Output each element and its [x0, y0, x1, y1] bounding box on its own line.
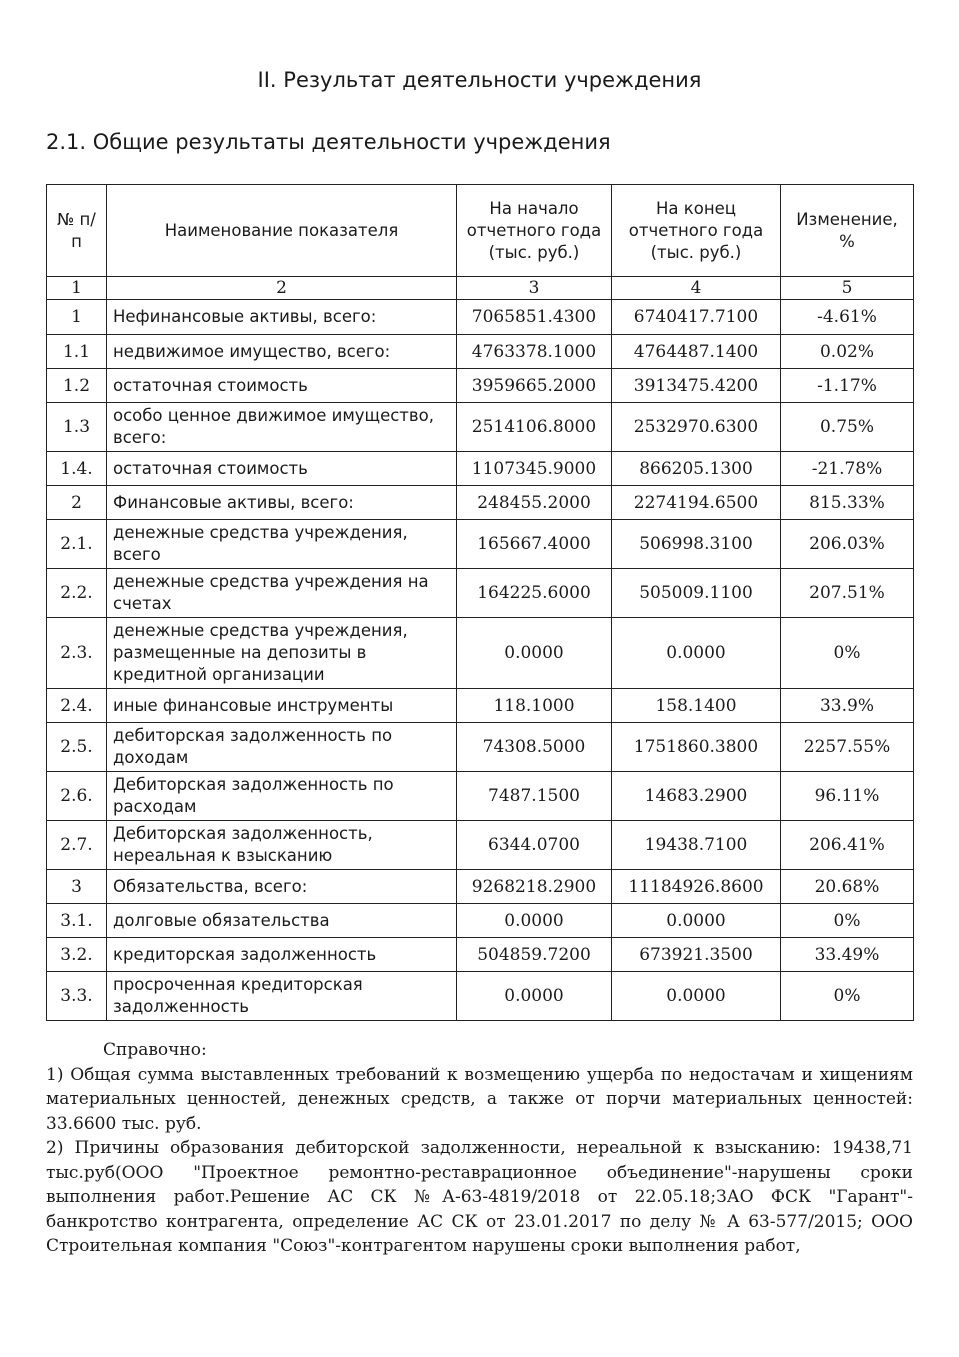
row-start-value: 3959665.2000 [457, 369, 612, 403]
row-number: 2.6. [47, 772, 107, 821]
row-end-value: 2274194.6500 [612, 486, 781, 520]
row-name: Финансовые активы, всего: [107, 486, 457, 520]
row-end-value: 158.1400 [612, 689, 781, 723]
row-end-value: 0.0000 [612, 904, 781, 938]
row-change: 0.75% [781, 403, 914, 452]
row-change: 206.41% [781, 821, 914, 870]
column-number-row [47, 277, 914, 300]
table-row [47, 403, 914, 452]
table-row [47, 938, 914, 972]
row-change: 0% [781, 904, 914, 938]
row-name: остаточная стоимость [107, 452, 457, 486]
row-end-value: 0.0000 [612, 618, 781, 689]
table-row [47, 870, 914, 904]
header-name: Наименование показателя [107, 185, 457, 277]
row-number: 1.4. [47, 452, 107, 486]
column-number: 2 [107, 277, 457, 300]
row-change: 207.51% [781, 569, 914, 618]
row-number: 2.7. [47, 821, 107, 870]
row-name: Дебиторская задолженность по расходам [107, 772, 457, 821]
row-start-value: 0.0000 [457, 618, 612, 689]
row-name: денежные средства учреждения, всего [107, 520, 457, 569]
table-row [47, 520, 914, 569]
row-start-value: 164225.6000 [457, 569, 612, 618]
row-change: 0% [781, 618, 914, 689]
row-change: -4.61% [781, 300, 914, 335]
row-number: 1.1 [47, 335, 107, 369]
row-number: 3.2. [47, 938, 107, 972]
row-change: 206.03% [781, 520, 914, 569]
row-name: Обязательства, всего: [107, 870, 457, 904]
row-start-value: 118.1000 [457, 689, 612, 723]
row-end-value: 4764487.1400 [612, 335, 781, 369]
row-end-value: 3913475.4200 [612, 369, 781, 403]
table-row [47, 689, 914, 723]
row-end-value: 506998.3100 [612, 520, 781, 569]
header-start: На начало отчетного года (тыс. руб.) [457, 185, 612, 277]
row-name: Дебиторская задолженность, нереальная к взысканию [107, 821, 457, 870]
row-start-value: 9268218.2900 [457, 870, 612, 904]
row-end-value: 673921.3500 [612, 938, 781, 972]
column-number: 3 [457, 277, 612, 300]
table-row [47, 904, 914, 938]
row-change: 2257.55% [781, 723, 914, 772]
row-end-value: 505009.1100 [612, 569, 781, 618]
section-title: II. Результат деятельности учреждения [257, 68, 702, 92]
table-row [47, 486, 914, 520]
note-item-2: 2) Причины образования дебиторской задолженности, нереальной к взысканию: 19438,71 тыс.руб(ООО "Проектное ремонтно-реставрационное объединение"-нарушены сроки выполнения работ.Решение АС СК №А-63-4819/2018 от 22.05.18;ЗАО ФСК "Гарант"-банкротство контрагента, определение АС СК от 23.01.2017 по делу № А 63-577/2015; ООО Строительная компания "Союз"-контрагентом нарушены сроки выполнения работ, [46, 1138, 913, 1256]
note-item-1: 1) Общая сумма выставленных требований к возмещению ущерба по недостачам и хищениям материальных ценностей, денежных средств, а также от порчи материальных ценностей: 33.6600 тыс. руб. [46, 1064, 913, 1134]
table-row [47, 821, 914, 870]
row-name: денежные средства учреждения на счетах [107, 569, 457, 618]
row-start-value: 165667.4000 [457, 520, 612, 569]
table-row [47, 300, 914, 335]
column-number: 5 [781, 277, 914, 300]
column-number: 4 [612, 277, 781, 300]
row-number: 3.3. [47, 972, 107, 1021]
row-number: 2.2. [47, 569, 107, 618]
header-change: Изменение, % [781, 185, 914, 277]
row-name: остаточная стоимость [107, 369, 457, 403]
row-number: 1.3 [47, 403, 107, 452]
row-change: 20.68% [781, 870, 914, 904]
row-number: 3.1. [47, 904, 107, 938]
row-number: 2 [47, 486, 107, 520]
row-number: 2.3. [47, 618, 107, 689]
table-row [47, 335, 914, 369]
row-change: 33.9% [781, 689, 914, 723]
row-start-value: 1107345.9000 [457, 452, 612, 486]
row-name: денежные средства учреждения, размещенные на депозиты в кредитной организации [107, 618, 457, 689]
notes-heading: Справочно: [103, 1040, 207, 1060]
row-number: 1.2 [47, 369, 107, 403]
table-row [47, 723, 914, 772]
row-change: 0.02% [781, 335, 914, 369]
row-number: 1 [47, 300, 107, 335]
table-row [47, 972, 914, 1021]
row-name: кредиторская задолженность [107, 938, 457, 972]
table-row [47, 772, 914, 821]
row-start-value: 4763378.1000 [457, 335, 612, 369]
row-end-value: 1751860.3800 [612, 723, 781, 772]
subsection-title: 2.1. Общие результаты деятельности учреждения [46, 130, 611, 154]
row-number: 2.1. [47, 520, 107, 569]
header-number: № п/п [47, 185, 107, 277]
row-end-value: 6740417.7100 [612, 300, 781, 335]
row-number: 3 [47, 870, 107, 904]
row-name: недвижимое имущество, всего: [107, 335, 457, 369]
header-end: На конец отчетного года (тыс. руб.) [612, 185, 781, 277]
row-end-value: 11184926.8600 [612, 870, 781, 904]
table-row [47, 618, 914, 689]
row-start-value: 0.0000 [457, 972, 612, 1021]
row-change: -1.17% [781, 369, 914, 403]
table-row [47, 369, 914, 403]
row-end-value: 0.0000 [612, 972, 781, 1021]
row-start-value: 248455.2000 [457, 486, 612, 520]
row-start-value: 504859.7200 [457, 938, 612, 972]
row-start-value: 6344.0700 [457, 821, 612, 870]
row-end-value: 19438.7100 [612, 821, 781, 870]
row-start-value: 7065851.4300 [457, 300, 612, 335]
row-change: 96.11% [781, 772, 914, 821]
row-start-value: 74308.5000 [457, 723, 612, 772]
row-start-value: 2514106.8000 [457, 403, 612, 452]
row-change: -21.78% [781, 452, 914, 486]
row-start-value: 7487.1500 [457, 772, 612, 821]
table-row [47, 569, 914, 618]
table-row [47, 452, 914, 486]
row-change: 0% [781, 972, 914, 1021]
column-number: 1 [47, 277, 107, 300]
row-number: 2.4. [47, 689, 107, 723]
row-end-value: 14683.2900 [612, 772, 781, 821]
row-name: просроченная кредиторская задолженность [107, 972, 457, 1021]
row-name: долговые обязательства [107, 904, 457, 938]
row-end-value: 2532970.6300 [612, 403, 781, 452]
row-number: 2.5. [47, 723, 107, 772]
row-start-value: 0.0000 [457, 904, 612, 938]
row-change: 33.49% [781, 938, 914, 972]
results-table [46, 184, 914, 1021]
row-name: особо ценное движимое имущество, всего: [107, 403, 457, 452]
row-name: дебиторская задолженность по доходам [107, 723, 457, 772]
row-name: иные финансовые инструменты [107, 689, 457, 723]
notes-section [46, 1038, 913, 1259]
row-change: 815.33% [781, 486, 914, 520]
row-end-value: 866205.1300 [612, 452, 781, 486]
table-header-row [47, 185, 914, 277]
row-name: Нефинансовые активы, всего: [107, 300, 457, 335]
